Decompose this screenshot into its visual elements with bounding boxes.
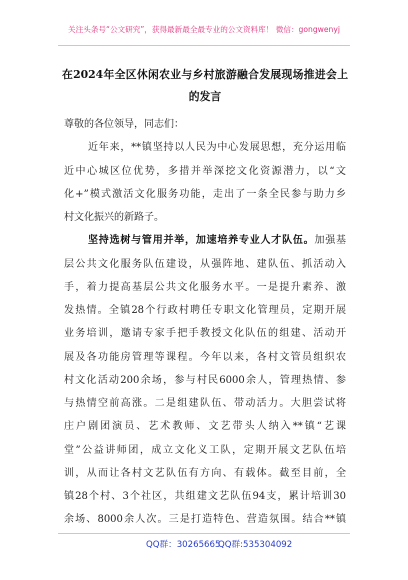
paragraph-line: 训，从而让各村文艺队伍有方向、有载体。截至目前，全	[64, 467, 346, 479]
paragraph-line: 层公共文化服务队伍建设，从强阵地、建队伍、抓活动入	[64, 258, 346, 270]
header-notice: 关注头条号“公文研究”，获得最新最全最专业的公文资料库！ 微信：gongwenyj	[68, 25, 340, 34]
paragraph-line: 与热情空前高涨。二是组建队伍、带动活力。大胆尝试将	[64, 398, 346, 409]
paragraph-line: 化+”模式激活文化服务功能，走出了一条全民参与助力乡	[64, 188, 346, 200]
document-body	[64, 113, 346, 532]
paragraph-line: 堂”公益讲师团，成立文化义工队，定期开展文艺队伍培	[64, 444, 346, 456]
footer-divider	[58, 533, 350, 534]
paragraph-line: 庄户剧团演员、艺术教师、文艺带头人纳入**镇“艺课	[64, 421, 346, 433]
salutation: 尊敬的各位领导，同志们：	[64, 119, 184, 130]
paragraph-line: 近年来，**镇坚持以人民为中心发展思想，充分运用临	[88, 142, 346, 154]
paragraph-1	[64, 136, 346, 229]
paragraph-line: 镇28个村、3个社区，共组建文艺队伍94支，累计培训30	[64, 491, 346, 502]
paragraph-line: 发热情。全镇28个行政村聘任专职文化管理员，定期开展	[64, 305, 346, 316]
footer-qq-group-1: QQ群：30265665	[146, 540, 221, 550]
paragraph-text: 加强基	[314, 235, 347, 247]
paragraph-line: 村文化振兴的新路子。	[64, 212, 164, 223]
document-title-line-2: 的发言	[188, 90, 222, 103]
paragraph-line: 手，着力提高基层公共文化服务水平。一是提升素养、激	[64, 281, 346, 293]
paragraph-line: 展及各功能房管理等课程。今年以来，各村文管员组织农	[64, 351, 346, 363]
paragraph-line: 近中心城区位优势，多措并举深挖文化资源潜力，以“文	[64, 165, 346, 177]
document-title-line-1: 在2024年全区休闲农业与乡村旅游融合发展现场推进会上	[62, 68, 348, 81]
paragraph-line	[64, 229, 346, 252]
paragraph-line: 村文化活动200余场，参与村民6000余人，管理热情、参	[64, 374, 346, 386]
paragraph-2	[64, 229, 346, 531]
paragraph-heading: 坚持选树与管用并举，加速培养专业人才队伍。	[88, 235, 315, 247]
document-title	[62, 64, 348, 108]
footer-qq-group-2: QQ群:535304092	[218, 540, 293, 550]
paragraph-line: 业务培训，邀请专家手把手教授文化队伍的组建、活动开	[64, 328, 346, 340]
header-divider	[58, 45, 350, 46]
paragraph-line: 余场、8000余人次。三是打造特色、营造氛围。结合**镇	[64, 514, 346, 526]
